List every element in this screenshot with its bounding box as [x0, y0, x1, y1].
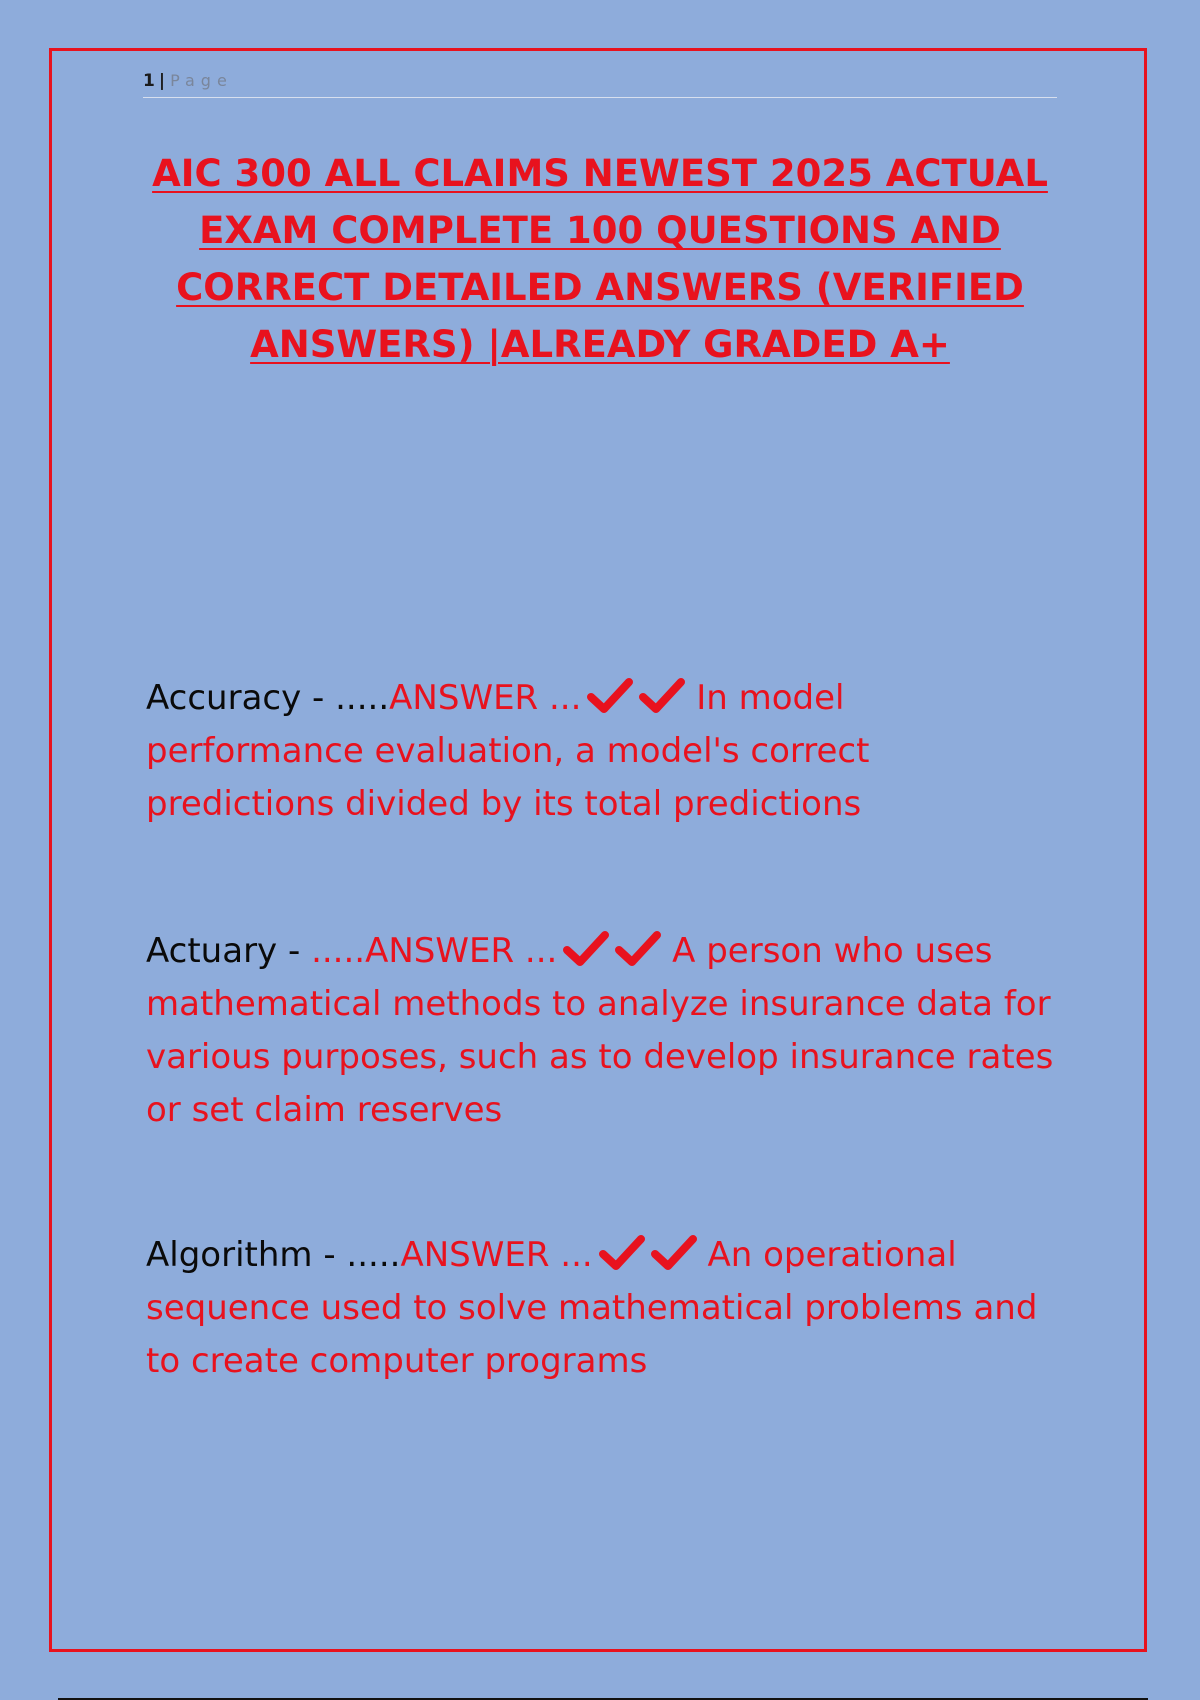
document-title: AIC 300 ALL CLAIMS NEWEST 2025 ACTUAL EXAM COMPLETE 100 QUESTIONS AND CORRECT DETAILED ANSWERS (VERIFIED ANSWERS) |ALREADY GRADED A+ [152, 152, 1048, 366]
entry-leading-dots: ..... [311, 931, 366, 971]
entry-definition: An operational sequence used to solve mathematical problems and to create computer programs [146, 1235, 1038, 1381]
entry-definition: A person who uses mathematical methods to analyze insurance data for various purposes, such as to develop insurance rates or set claim reserves [146, 931, 1054, 1130]
answer-label: ANSWER ... [400, 1235, 593, 1275]
checkmark-icon [639, 677, 685, 715]
entry-dash: - [277, 931, 312, 971]
entry-leading-dots: ..... [335, 678, 390, 718]
entry-term: Algorithm [146, 1235, 313, 1275]
entry-definition: In model performance evaluation, a model's correct predictions divided by its total predictions [146, 678, 870, 824]
entry-term: Actuary [146, 931, 278, 971]
page-separator: | [158, 71, 166, 91]
checkmark-icon [587, 677, 633, 715]
checkmark-icon [563, 930, 609, 968]
page-number: 1 [143, 71, 155, 91]
entry-dash: - [312, 1235, 347, 1275]
entry-term: Accuracy [146, 678, 302, 718]
checkmark-icon [651, 1234, 697, 1272]
entry-dash: - [301, 678, 336, 718]
answer-label: ANSWER ... [365, 931, 558, 971]
qa-entry [146, 925, 1066, 1137]
qa-entry [146, 672, 1066, 831]
qa-entry [146, 1229, 1066, 1388]
answer-label: ANSWER ... [389, 678, 582, 718]
page-word: Page [170, 71, 233, 90]
checkmark-icon [599, 1234, 645, 1272]
page-header [143, 70, 1057, 98]
checkmark-icon [615, 930, 661, 968]
entry-leading-dots: ..... [346, 1235, 401, 1275]
